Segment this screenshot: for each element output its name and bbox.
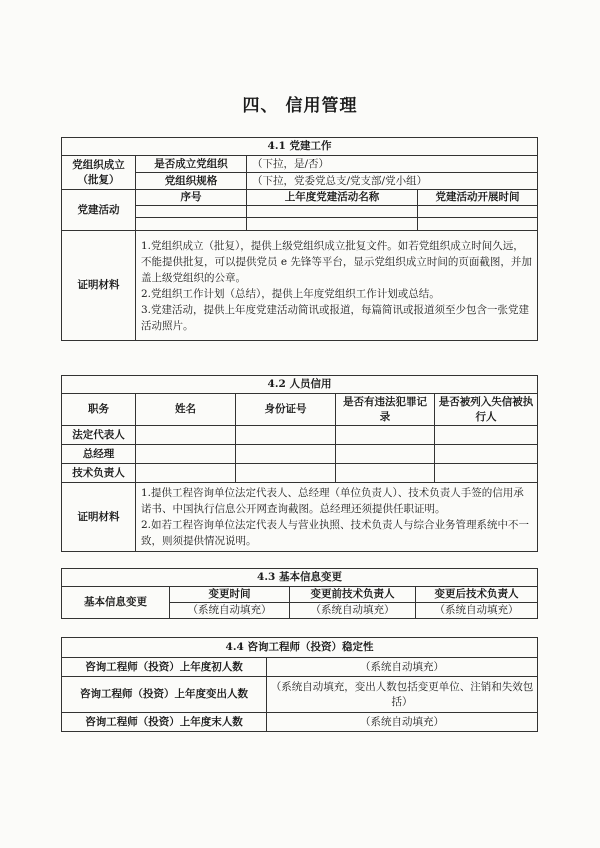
row-legal-rep: 法定代表人 — [62, 426, 136, 445]
auto-fill-cell: （系统自动填充） — [290, 603, 416, 619]
personnel-credit-table — [61, 375, 538, 552]
crime-cell[interactable] — [336, 464, 435, 483]
auto-fill-cell: （系统自动填充） — [170, 603, 290, 619]
col-position: 职务 — [62, 394, 136, 426]
name-cell[interactable] — [136, 464, 236, 483]
start-count-value: （系统自动填充） — [267, 658, 538, 677]
proof-text-4-1 — [136, 231, 538, 341]
section-header-4-2: 4.2 人员信用 — [62, 376, 538, 394]
crime-cell[interactable] — [336, 426, 435, 445]
col-crime-record: 是否有违法犯罪记录 — [336, 394, 435, 426]
col-activity-name: 上年度党建活动名称 — [247, 190, 418, 206]
name-cell[interactable] — [136, 426, 236, 445]
page-title: 四、 信用管理 — [242, 96, 358, 116]
col-after-lead: 变更后技术负责人 — [416, 587, 538, 603]
col-change-time: 变更时间 — [170, 587, 290, 603]
col-id-number: 身份证号 — [236, 394, 336, 426]
dishonest-cell[interactable] — [435, 426, 538, 445]
activity-time-cell[interactable] — [418, 206, 538, 218]
col-name: 姓名 — [136, 394, 236, 426]
activity-name-cell[interactable] — [247, 218, 418, 231]
id-cell[interactable] — [236, 445, 336, 464]
established-select[interactable]: （下拉，是/否） — [247, 156, 538, 173]
crime-cell[interactable] — [336, 445, 435, 464]
col-activity-time: 党建活动开展时间 — [418, 190, 538, 206]
section-header-4-3: 4.3 基本信息变更 — [62, 569, 538, 587]
proof-line: 2.党组织工作计划（总结），提供上年度党组织工作计划或总结。 — [141, 287, 440, 300]
proof-text-4-2 — [136, 483, 538, 552]
proof-line: 1.党组织成立（批复），提供上级党组织成立批复文件。如若党组织成立时间久远，不能提供批复，可以提供党员 e 先锋等平台，显示党组织成立时间的页面截图，并加盖上级党组织的公章。 — [141, 239, 532, 284]
activity-label: 党建活动 — [62, 190, 136, 231]
org-established-label: 党组织成立（批复） — [62, 156, 136, 190]
name-cell[interactable] — [136, 445, 236, 464]
id-cell[interactable] — [236, 426, 336, 445]
row-general-manager: 总经理 — [62, 445, 136, 464]
dishonest-cell[interactable] — [435, 445, 538, 464]
dishonest-cell[interactable] — [435, 464, 538, 483]
out-count-label: 咨询工程师（投资）上年度变出人数 — [62, 677, 267, 713]
scale-label: 党组织规格 — [136, 173, 247, 190]
start-count-label: 咨询工程师（投资）上年度初人数 — [62, 658, 267, 677]
section-header-4-1: 4.1 党建工作 — [62, 138, 538, 156]
scale-select[interactable]: （下拉，党委党总支/党支部/党小组） — [247, 173, 538, 190]
seq-cell[interactable] — [136, 218, 247, 231]
party-building-table — [61, 137, 538, 341]
section-header-4-4: 4.4 咨询工程师（投资）稳定性 — [62, 638, 538, 658]
established-label: 是否成立党组织 — [136, 156, 247, 173]
col-dishonest: 是否被列入失信被执行人 — [435, 394, 538, 426]
activity-time-cell[interactable] — [418, 218, 538, 231]
end-count-value: （系统自动填充） — [267, 713, 538, 732]
end-count-label: 咨询工程师（投资）上年度末人数 — [62, 713, 267, 732]
out-count-value: （系统自动填充，变出人数包括变更单位、注销和失效包括） — [267, 677, 538, 713]
proof-label-4-2: 证明材料 — [62, 483, 136, 552]
info-change-table — [61, 568, 538, 619]
id-cell[interactable] — [236, 464, 336, 483]
proof-line: 3.党建活动，提供上年度党建活动简讯或报道，每篇简讯或报道须至少包含一张党建活动照片。 — [141, 303, 530, 332]
auto-fill-cell: （系统自动填充） — [416, 603, 538, 619]
engineer-stability-table — [61, 637, 538, 732]
proof-label-4-1: 证明材料 — [62, 231, 136, 341]
info-change-label: 基本信息变更 — [62, 587, 170, 619]
activity-name-cell[interactable] — [247, 206, 418, 218]
proof-line: 2.如若工程咨询单位法定代表人与营业执照、技术负责人与综合业务管理系统中不一致，则须提供情况说明。 — [141, 519, 530, 547]
proof-line: 1.提供工程咨询单位法定代表人、总经理（单位负责人）、技术负责人手签的信用承诺书、中国执行信息公开网查询截图。总经理还须提供任职证明。 — [141, 487, 524, 515]
seq-cell[interactable] — [136, 206, 247, 218]
col-seq: 序号 — [136, 190, 247, 206]
col-before-lead: 变更前技术负责人 — [290, 587, 416, 603]
row-technical-lead: 技术负责人 — [62, 464, 136, 483]
